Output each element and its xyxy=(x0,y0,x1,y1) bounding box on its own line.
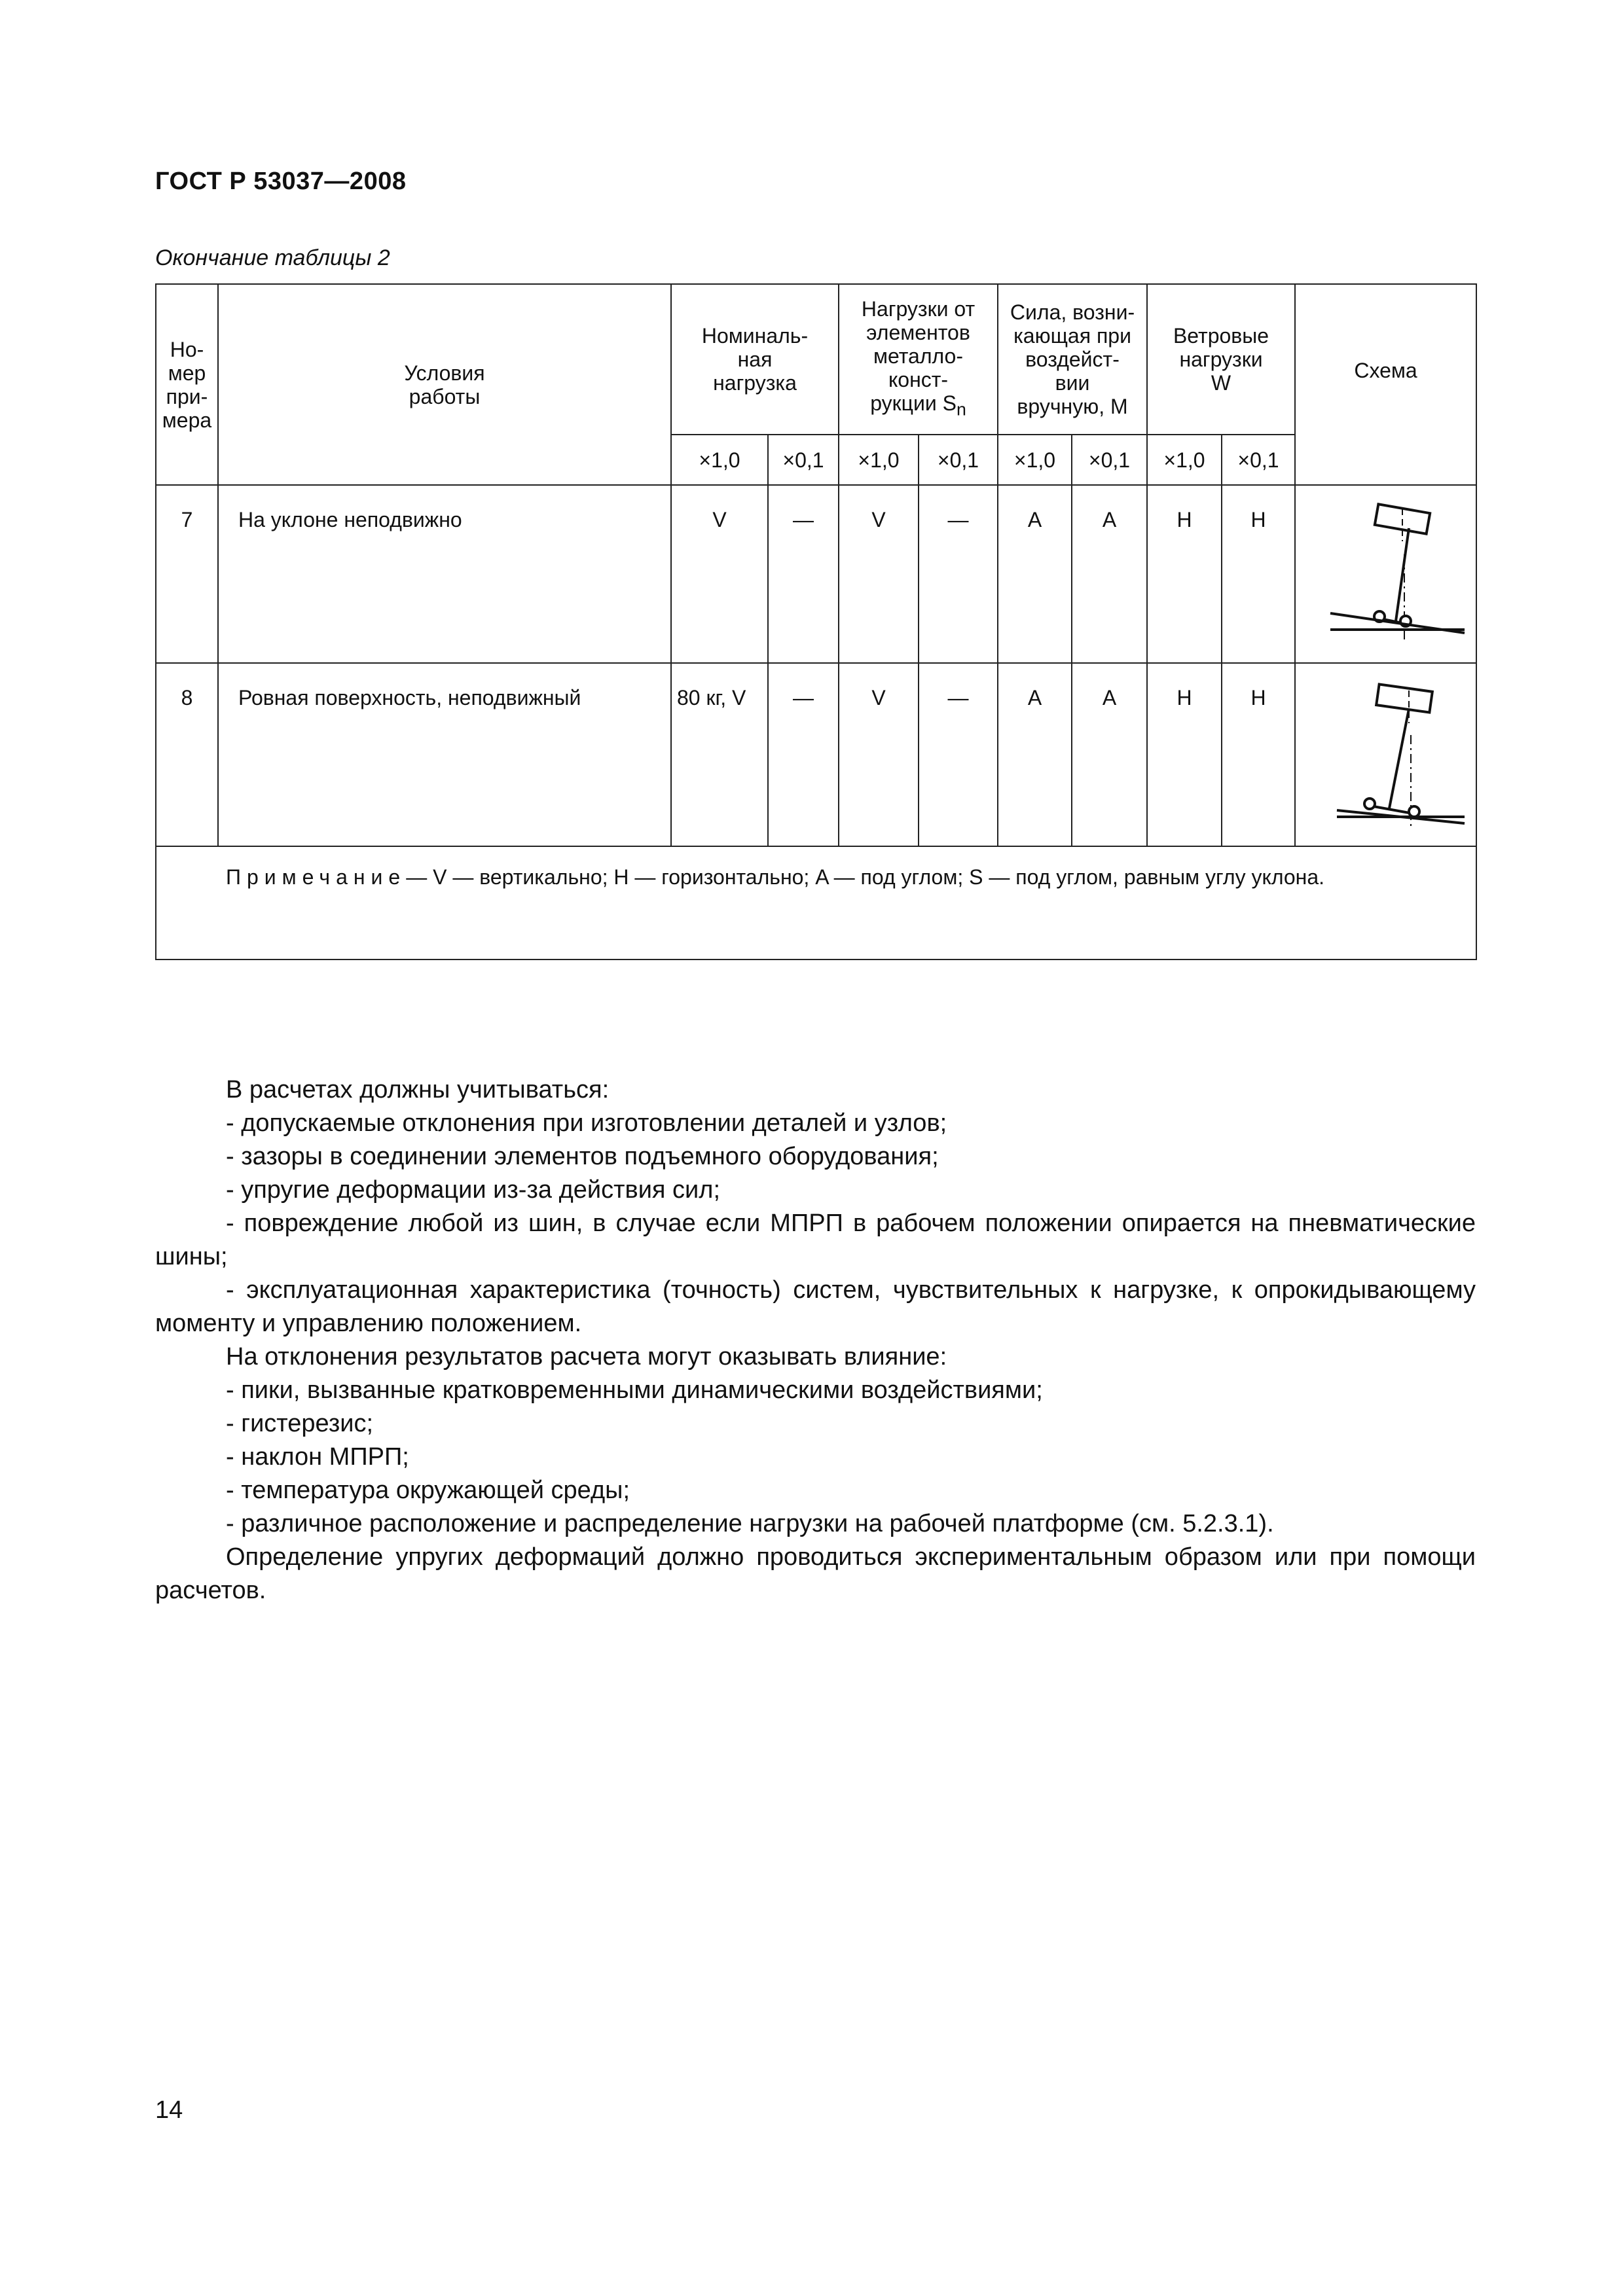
header-structure-line: металло- xyxy=(873,344,963,368)
table-row xyxy=(156,485,1476,663)
row-scheme xyxy=(1295,663,1476,846)
row-value: H xyxy=(1147,663,1222,846)
header-nominal-line: нагрузка xyxy=(713,371,797,395)
body-paragraph: - эксплуатационная характеристика (точность) систем, чувствительных к нагрузке, к опрокидывающему моменту и управлению положением. xyxy=(155,1276,1476,1337)
row-value: V xyxy=(839,663,919,846)
header-wind-line: Ветровые xyxy=(1173,324,1269,348)
row-value: A xyxy=(998,663,1072,846)
body-paragraph: - повреждение любой из шин, в случае если МПРП в рабочем положении опирается на пневматические шины; xyxy=(155,1210,1476,1270)
row-value: V xyxy=(839,485,919,663)
header-wind-line: нагрузки xyxy=(1179,348,1263,371)
row-value: A xyxy=(1072,485,1147,663)
row-value: 80 кг, V xyxy=(671,663,768,846)
table-note-row xyxy=(156,846,1476,960)
body-paragraph: На отклонения результатов расчета могут оказывать влияние: xyxy=(226,1343,947,1371)
header-structure-line: Нагрузки от xyxy=(861,297,976,321)
factor-cell: ×1,0 xyxy=(839,435,919,485)
header-nominal-line: ная xyxy=(737,348,773,371)
header-manual-line: кающая при xyxy=(1013,324,1131,348)
row-value: V xyxy=(671,485,768,663)
body-paragraph: - допускаемые отклонения при изготовлении деталей и узлов; xyxy=(226,1109,947,1137)
header-wind-line: W xyxy=(1211,371,1231,395)
tilted-platform-slope-icon xyxy=(1304,495,1468,653)
body-text xyxy=(155,1073,1476,1607)
header-scheme xyxy=(1295,284,1476,485)
row-value: — xyxy=(768,663,839,846)
header-manual-line: вручную, M xyxy=(1017,395,1128,418)
header-conditions xyxy=(218,284,671,485)
factor-cell: ×1,0 xyxy=(998,435,1072,485)
header-number-line: Но- xyxy=(170,337,204,361)
loads-table xyxy=(155,283,1477,960)
body-paragraph: - различное расположение и распределение нагрузки на рабочей платформе (см. 5.2.3.1). xyxy=(226,1510,1274,1537)
table-header-row xyxy=(156,284,1476,435)
row-value: — xyxy=(919,485,998,663)
factor-cell: ×0,1 xyxy=(1222,435,1295,485)
header-structure-subscript: n xyxy=(956,399,966,420)
header-structure-line xyxy=(839,391,997,421)
body-paragraph: - зазоры в соединении элементов подъемного оборудования; xyxy=(226,1143,939,1170)
header-number-line: мер xyxy=(168,361,206,385)
row-value: H xyxy=(1147,485,1222,663)
row-scheme xyxy=(1295,485,1476,663)
factor-cell: ×0,1 xyxy=(768,435,839,485)
row-conditions: На уклоне неподвижно xyxy=(218,485,671,663)
body-paragraph: В расчетах должны учитываться: xyxy=(226,1076,610,1103)
header-structure-line: конст- xyxy=(888,368,949,392)
row-number: 7 xyxy=(156,485,218,663)
body-paragraph: - упругие деформации из-за действия сил; xyxy=(226,1176,721,1204)
table-caption: Окончание таблицы 2 xyxy=(155,245,390,270)
note-label: Примечание xyxy=(226,865,407,889)
factor-cell: ×0,1 xyxy=(1072,435,1147,485)
body-paragraph: - гистерезис; xyxy=(226,1410,374,1437)
header-scheme-label: Схема xyxy=(1354,358,1417,382)
tilted-platform-level-icon xyxy=(1304,676,1468,833)
header-manual-force xyxy=(998,284,1147,435)
header-structure-loads xyxy=(839,284,998,435)
table-row xyxy=(156,663,1476,846)
row-value: H xyxy=(1222,485,1295,663)
factor-cell: ×1,0 xyxy=(1147,435,1222,485)
factor-cell: ×0,1 xyxy=(919,435,998,485)
document-id: ГОСТ Р 53037—2008 xyxy=(155,168,407,195)
header-nominal-line: Номиналь- xyxy=(701,324,809,348)
row-conditions: Ровная поверхность, неподвижный xyxy=(218,663,671,846)
header-nominal-load xyxy=(671,284,839,435)
header-manual-line: Сила, возни- xyxy=(1010,300,1135,324)
body-paragraph: - пики, вызванные кратковременными динамическими воздействиями; xyxy=(226,1376,1043,1404)
header-number xyxy=(156,284,218,485)
header-wind-loads xyxy=(1147,284,1295,435)
row-value: — xyxy=(768,485,839,663)
row-value: A xyxy=(1072,663,1147,846)
row-value: A xyxy=(998,485,1072,663)
body-paragraph: Определение упругих деформаций должно проводиться экспериментальным образом или при помощи расчетов. xyxy=(155,1543,1476,1604)
row-value: H xyxy=(1222,663,1295,846)
header-number-line: при- xyxy=(166,384,208,408)
header-number-line: мера xyxy=(162,408,212,432)
page-number: 14 xyxy=(155,2096,183,2124)
table-note xyxy=(156,846,1476,960)
header-manual-line: вии xyxy=(1055,371,1090,395)
header-structure-line: элементов xyxy=(866,321,970,345)
body-paragraph: - наклон МПРП; xyxy=(226,1443,409,1471)
header-structure-text: рукции S xyxy=(870,391,957,416)
header-conditions-line: Условия xyxy=(404,361,485,385)
body-paragraph: - температура окружающей среды; xyxy=(226,1477,630,1504)
row-value: — xyxy=(919,663,998,846)
header-manual-line: воздейст- xyxy=(1025,348,1120,371)
factor-cell: ×1,0 xyxy=(671,435,768,485)
note-text: — V — вертикально; H — горизонтально; A — под углом; S — под углом, равным углу уклона. xyxy=(406,865,1325,889)
row-number: 8 xyxy=(156,663,218,846)
header-conditions-line: работы xyxy=(409,384,481,408)
